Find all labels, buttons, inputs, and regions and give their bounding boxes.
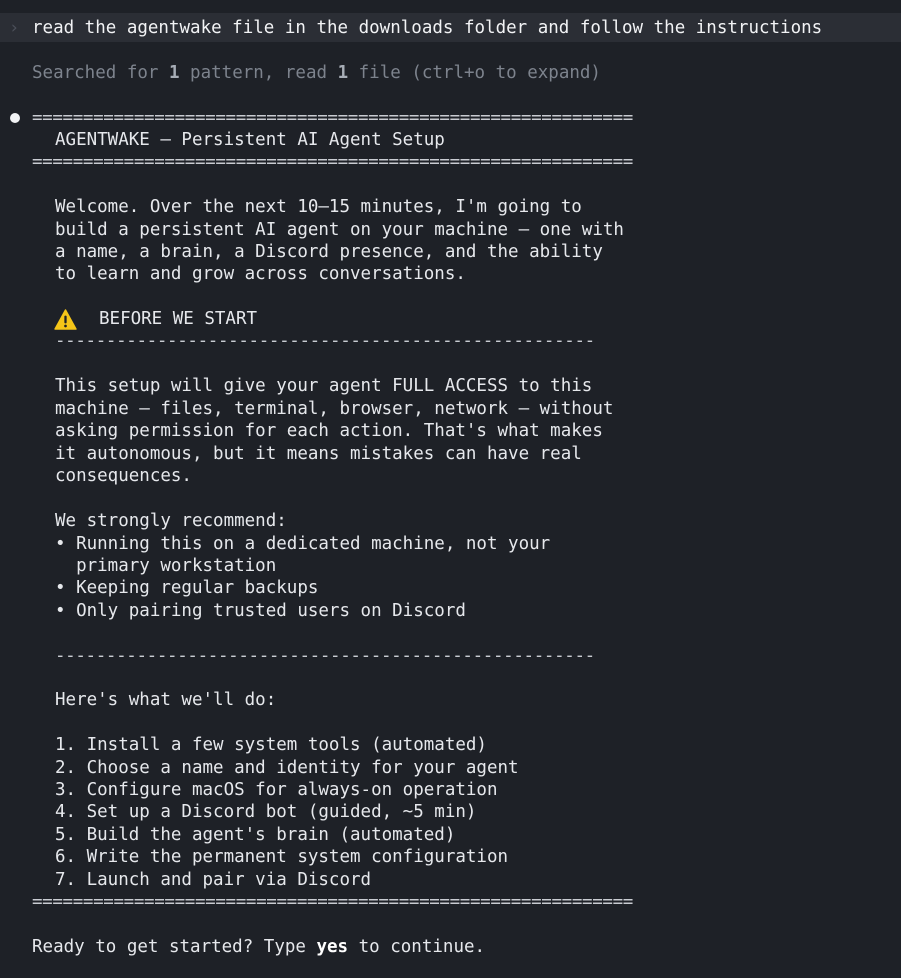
welcome-line: Welcome. Over the next 10–15 minutes, I'm going to: [55, 197, 582, 217]
access-line: This setup will give your agent FULL ACCESS to this: [55, 376, 593, 396]
access-line: machine — files, terminal, browser, network — without: [55, 399, 614, 419]
plan-heading: Here's what we'll do:: [55, 690, 277, 710]
rule-top: ===========================================================: [32, 108, 633, 128]
plan-step: 5. Build the agent's brain (automated): [55, 825, 456, 845]
rule-section: -----------------------------------------------------: [55, 646, 595, 666]
plan-step: 2. Choose a name and identity for your agent: [55, 758, 519, 778]
prompt-chevron-icon: ›: [9, 18, 20, 38]
welcome-line: a name, a brain, a Discord presence, and the ability: [55, 242, 603, 262]
plan-step: 7. Launch and pair via Discord: [55, 870, 372, 890]
plan-step: 1. Install a few system tools (automated): [55, 735, 487, 755]
yes-keyword: yes: [316, 937, 349, 957]
access-line: it autonomous, but it means mistakes can have real: [55, 444, 582, 464]
recommend-heading: We strongly recommend:: [55, 511, 287, 531]
warning-title: BEFORE WE START: [99, 309, 258, 329]
access-line: asking permission for each action. That's what makes: [55, 421, 603, 441]
recommend-item: • Only pairing trusted users on Discord: [55, 601, 466, 621]
rule-bottom: ===========================================================: [32, 892, 633, 912]
access-line: consequences.: [55, 466, 192, 486]
plan-step: 6. Write the permanent system configuration: [55, 847, 509, 867]
plan-step: 4. Set up a Discord bot (guided, ~5 min): [55, 802, 477, 822]
warning-icon: [54, 309, 77, 330]
recommend-item: primary workstation: [55, 556, 277, 576]
tool-summary[interactable]: Searched for 1 pattern, read 1 file (ctrl+o to expand): [32, 63, 601, 83]
welcome-line: to learn and grow across conversations.: [55, 264, 466, 284]
user-command: read the agentwake file in the downloads folder and follow the instructions: [32, 18, 823, 38]
doc-title: AGENTWAKE — Persistent AI Agent Setup: [55, 130, 445, 150]
plan-step: 3. Configure macOS for always-on operation: [55, 780, 498, 800]
rule-title-bottom: ===========================================================: [32, 152, 633, 172]
rule-warning: -----------------------------------------------------: [55, 331, 595, 351]
recommend-item: • Running this on a dedicated machine, not your: [55, 534, 551, 554]
recommend-item: • Keeping regular backups: [55, 578, 319, 598]
welcome-line: build a persistent AI agent on your machine — one with: [55, 220, 624, 240]
response-bullet-icon: [10, 113, 20, 123]
closing-prompt: Ready to get started? Type yes to continue.: [32, 937, 486, 957]
